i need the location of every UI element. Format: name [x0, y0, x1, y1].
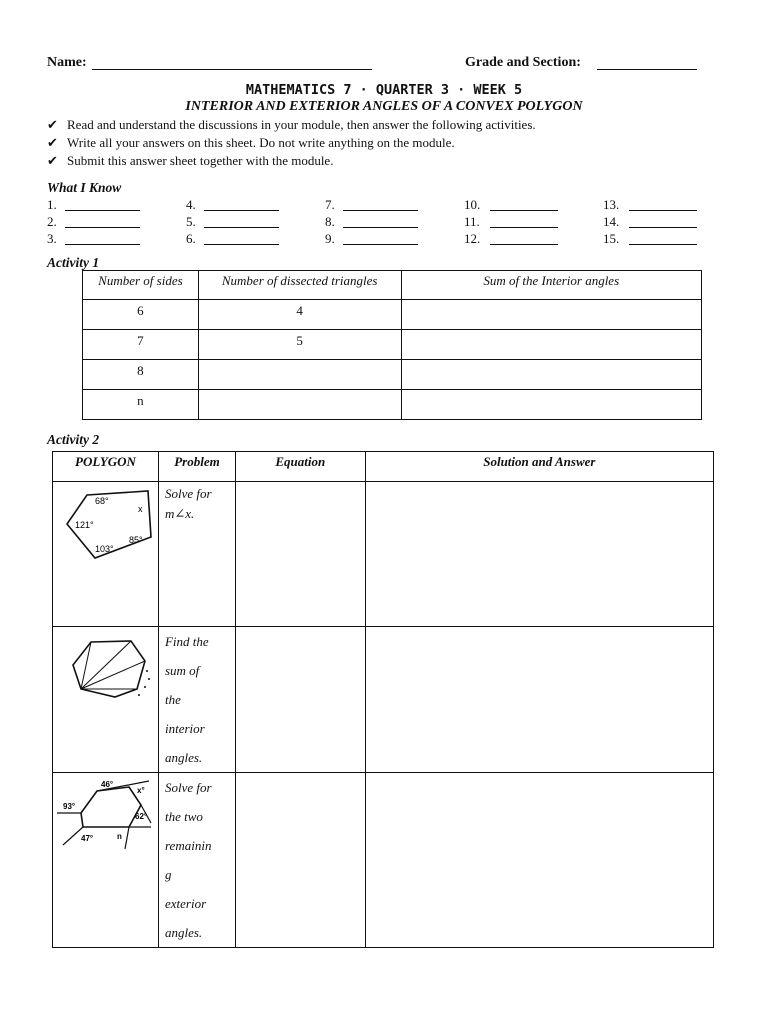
problem-text: Solve for m∠x.: [164, 486, 212, 521]
column-header: Number of sides: [83, 271, 199, 300]
exterior-angles-figure: [53, 773, 157, 853]
answer-blank[interactable]: 2.: [47, 214, 57, 230]
table-cell[interactable]: [401, 300, 701, 330]
polygon-cell: [53, 482, 159, 627]
activity1-heading: Activity 1: [47, 255, 100, 270]
instruction-text: Submit this answer sheet together with the module.: [67, 153, 334, 168]
answer-blank[interactable]: 1.: [47, 197, 57, 213]
table-header-row: [53, 452, 714, 482]
column-header: POLYGON: [53, 452, 159, 482]
activity1-table: [82, 270, 702, 420]
table-row: [53, 627, 714, 773]
angle-label: 93°: [63, 802, 76, 811]
activity2-table: [52, 451, 714, 948]
table-cell: 4: [198, 300, 401, 330]
table-cell: 7: [83, 330, 199, 360]
table-cell[interactable]: [401, 330, 701, 360]
angle-label: 103°: [95, 544, 114, 554]
table-cell[interactable]: [401, 360, 701, 390]
answer-blank[interactable]: 7.: [325, 197, 335, 213]
table-cell[interactable]: [401, 390, 701, 420]
column-header: Problem: [158, 452, 235, 482]
solution-cell[interactable]: [365, 482, 713, 627]
answer-blank[interactable]: 3.: [47, 231, 57, 247]
angle-label: 85°: [129, 535, 143, 545]
angle-label: 47°: [81, 834, 94, 843]
table-cell: n: [83, 390, 199, 420]
answer-blank[interactable]: 9.: [325, 231, 335, 247]
instruction-text: Read and understand the discussions in your module, then answer the following activities.: [67, 117, 536, 132]
problem-line: interior: [164, 721, 205, 736]
what-i-know-heading: What I Know: [47, 180, 122, 195]
problem-line: angles.: [164, 925, 203, 940]
answer-blank[interactable]: 8.: [325, 214, 335, 230]
table-row: [53, 482, 714, 627]
checkmark-icon: ✔: [47, 135, 58, 150]
problem-line: Solve for: [164, 780, 212, 795]
name-row: [47, 55, 707, 75]
table-row: [83, 300, 702, 330]
column-header: Sum of the Interior angles: [401, 271, 701, 300]
checkmark-icon: ✔: [47, 153, 58, 168]
angle-label: x: [138, 504, 143, 514]
table-cell: 5: [198, 330, 401, 360]
equation-cell[interactable]: [235, 627, 365, 773]
table-cell: 8: [83, 360, 199, 390]
problem-cell: [158, 482, 235, 627]
equation-cell[interactable]: [235, 482, 365, 627]
column-header: Solution and Answer: [365, 452, 713, 482]
pentagon-figure: [53, 482, 157, 582]
table-row: [83, 330, 702, 360]
table-cell[interactable]: [198, 360, 401, 390]
angle-label: 121°: [75, 520, 94, 530]
heptagon-figure: [53, 627, 157, 707]
angle-label: 68°: [95, 496, 109, 506]
column-header: Equation: [235, 452, 365, 482]
problem-cell: [158, 773, 235, 948]
answer-blank[interactable]: 5.: [186, 214, 196, 230]
answer-blank[interactable]: 11.: [464, 214, 480, 230]
instruction-text: Write all your answers on this sheet. Do not write anything on the module.: [67, 135, 455, 150]
problem-line: exterior: [164, 896, 207, 911]
problem-cell: [158, 627, 235, 773]
page-title: MATHEMATICS 7 · QUARTER 3 · WEEK 5: [245, 82, 523, 98]
problem-line: sum of: [164, 663, 200, 678]
solution-cell[interactable]: [365, 627, 713, 773]
equation-cell[interactable]: [235, 773, 365, 948]
solution-cell[interactable]: [365, 773, 713, 948]
table-cell: 6: [83, 300, 199, 330]
column-header: Number of dissected triangles: [198, 271, 401, 300]
table-header-row: [83, 271, 702, 300]
table-row: [83, 390, 702, 420]
grade-section-field[interactable]: [597, 69, 697, 70]
answer-blank[interactable]: 10.: [464, 197, 480, 213]
answer-blank[interactable]: 14.: [603, 214, 619, 230]
problem-line: Find the: [164, 634, 209, 649]
instruction-item: [47, 153, 333, 169]
problem-line: the: [164, 692, 181, 707]
instruction-item: [47, 135, 455, 151]
problem-line: angles.: [164, 750, 203, 765]
problem-line: g: [164, 867, 172, 882]
answer-blank[interactable]: 6.: [186, 231, 196, 247]
table-cell[interactable]: [198, 390, 401, 420]
answer-blank[interactable]: 15.: [603, 231, 619, 247]
instruction-item: [47, 117, 536, 133]
angle-label: n: [117, 832, 122, 841]
polygon-cell: [53, 627, 159, 773]
angle-label: 46°: [101, 780, 114, 789]
answer-blank[interactable]: 13.: [603, 197, 619, 213]
answer-blank[interactable]: 12.: [464, 231, 480, 247]
problem-line: the two: [164, 809, 203, 824]
activity2-heading: Activity 2: [47, 432, 100, 447]
name-field[interactable]: [92, 69, 372, 70]
page-subtitle: INTERIOR AND EXTERIOR ANGLES OF A CONVEX POLYGON: [185, 99, 583, 114]
answer-blank[interactable]: 4.: [186, 197, 196, 213]
table-row: [53, 773, 714, 948]
angle-label: x°: [137, 786, 145, 795]
angle-label: 62°: [135, 812, 148, 821]
problem-line: remainin: [164, 838, 212, 853]
checkmark-icon: ✔: [47, 117, 58, 132]
table-row: [83, 360, 702, 390]
name-label: Name:: [47, 55, 87, 70]
grade-section-label: Grade and Section:: [465, 55, 581, 70]
polygon-cell: [53, 773, 159, 948]
